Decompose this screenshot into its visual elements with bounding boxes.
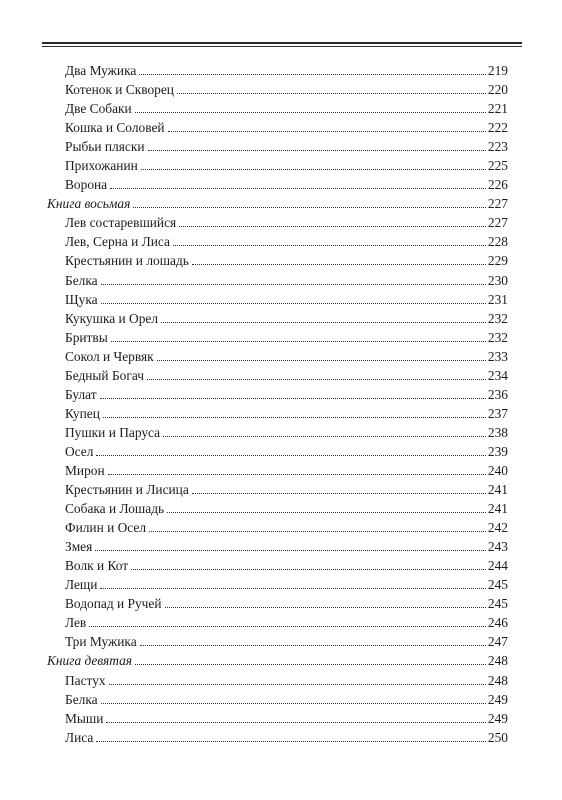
toc-entry-title: Лещи [65, 577, 98, 593]
toc-entry-title: Пушки и Паруса [65, 424, 161, 440]
toc-entry-title: Водопад и Ручей [65, 596, 162, 612]
toc-entry-row [47, 99, 508, 118]
toc-page-number: 232 [487, 329, 508, 345]
dot-leader [168, 130, 486, 132]
dot-leader [161, 321, 486, 323]
dot-leader [179, 225, 486, 227]
toc-entry-row [47, 61, 508, 80]
toc-entry-row [47, 175, 508, 194]
toc-page-number: 228 [487, 234, 508, 250]
toc-page-number: 239 [487, 443, 508, 459]
toc-entry-title: Белка [65, 272, 98, 288]
toc-entry-title: Мирон [65, 462, 105, 478]
toc-page-number: 236 [487, 386, 508, 402]
toc-entry-title: Белка [65, 691, 98, 707]
toc-page-number: 241 [487, 501, 508, 517]
toc-entry-title: Сокол и Червяк [65, 348, 154, 364]
toc-entry-row [47, 709, 508, 728]
dot-leader [135, 663, 486, 665]
dot-leader [141, 168, 486, 170]
toc-page-number: 221 [487, 101, 508, 117]
dot-leader [96, 740, 486, 742]
dot-leader [177, 92, 486, 94]
dot-leader [109, 683, 486, 685]
toc-page-number: 229 [487, 253, 508, 269]
toc-page-number: 232 [487, 310, 508, 326]
toc-entry-row [47, 156, 508, 175]
dot-leader [95, 549, 486, 551]
toc-page-number: 248 [487, 672, 508, 688]
toc-page-number: 220 [487, 82, 508, 98]
dot-leader [165, 606, 486, 608]
dot-leader [140, 644, 486, 646]
toc-page-number: 225 [487, 158, 508, 174]
toc-page-number: 243 [487, 539, 508, 555]
toc-page-number: 226 [487, 177, 508, 193]
dot-leader [148, 149, 486, 151]
toc-entry-row [47, 461, 508, 480]
toc-entry-row [47, 137, 508, 156]
dot-leader [100, 587, 485, 589]
toc-entry-row [47, 309, 508, 328]
toc-page-number: 223 [487, 139, 508, 155]
toc-page-number: 234 [487, 367, 508, 383]
toc-entry-title: Лев [65, 615, 87, 631]
dot-leader [103, 416, 486, 418]
toc-entry-title: Котенок и Скворец [65, 82, 174, 98]
toc-entry-title: Кошка и Соловей [65, 120, 165, 136]
toc-entry-title: Крестьянин и Лисица [65, 482, 189, 498]
toc-entry-row [47, 594, 508, 613]
toc-entry-row [47, 385, 508, 404]
toc-page-number: 231 [487, 291, 508, 307]
toc-page-number: 245 [487, 596, 508, 612]
toc-entry-row [47, 728, 508, 747]
toc-entry-title: Булат [65, 386, 97, 402]
toc-entry-title: Купец [65, 405, 100, 421]
toc-entry-row [47, 480, 508, 499]
dot-leader [101, 283, 486, 285]
toc-entry-row [47, 271, 508, 290]
toc-entry-title: Собака и Лошадь [65, 501, 165, 517]
dot-leader [147, 378, 486, 380]
toc-entry-title: Змея [65, 539, 93, 555]
toc-page-number: 237 [487, 405, 508, 421]
toc-entry-title: Лев состаревшийся [65, 215, 177, 231]
dot-leader [149, 530, 486, 532]
toc-entry-title: Рыбьи пляски [65, 139, 145, 155]
toc-page-number: 249 [487, 691, 508, 707]
toc-entry-title: Лиса [65, 729, 94, 745]
dot-leader [157, 359, 486, 361]
toc-entry-row [47, 118, 508, 137]
dot-leader [101, 302, 486, 304]
toc-page-number: 242 [487, 520, 508, 536]
toc-entry-row [47, 518, 508, 537]
toc-entry-row [47, 442, 508, 461]
toc-entry-row [47, 690, 508, 709]
header-rule-thin [42, 46, 522, 47]
toc-page-number: 230 [487, 272, 508, 288]
toc-page-number: 219 [487, 63, 508, 78]
toc-entry-title: Бритвы [65, 329, 108, 345]
toc-section-title: Книга восьмая [47, 196, 131, 212]
table-of-contents [47, 61, 508, 747]
toc-entry-title: Осел [65, 443, 94, 459]
toc-entry-row [47, 613, 508, 632]
dot-leader [100, 397, 486, 399]
toc-entry-title: Два Мужика [65, 63, 137, 78]
toc-entry-row [47, 537, 508, 556]
dot-leader [135, 111, 486, 113]
toc-entry-row [47, 575, 508, 594]
toc-page-number: 246 [487, 615, 508, 631]
toc-entry-title: Две Собаки [65, 101, 132, 117]
dot-leader [139, 73, 486, 75]
dot-leader [108, 473, 486, 475]
toc-page-number: 247 [487, 634, 508, 650]
toc-entry-row [47, 632, 508, 651]
toc-section-title: Книга девятая [47, 653, 132, 669]
toc-entry-row [47, 404, 508, 423]
toc-entry-title: Бедный Богач [65, 367, 144, 383]
dot-leader [96, 454, 486, 456]
toc-entry-row [47, 671, 508, 690]
toc-entry-title: Ворона [65, 177, 108, 193]
toc-entry-title: Три Мужика [65, 634, 137, 650]
toc-page-number: 248 [487, 653, 508, 669]
toc-section-row [47, 194, 508, 213]
dot-leader [106, 721, 486, 723]
toc-page-number: 245 [487, 577, 508, 593]
dot-leader [163, 435, 486, 437]
toc-entry-row [47, 556, 508, 575]
header-rule-thick [42, 42, 522, 44]
toc-entry-title: Лев, Серна и Лиса [65, 234, 170, 250]
toc-page-number: 227 [487, 196, 508, 212]
toc-section-row [47, 651, 508, 670]
dot-leader [133, 206, 486, 208]
toc-entry-row [47, 366, 508, 385]
toc-entry-title: Волк и Кот [65, 558, 129, 574]
dot-leader [89, 625, 486, 627]
dot-leader [110, 187, 486, 189]
toc-entry-row [47, 290, 508, 309]
toc-entry-row [47, 347, 508, 366]
dot-leader [101, 702, 486, 704]
toc-entry-title: Кукушка и Орел [65, 310, 159, 326]
dot-leader [111, 340, 486, 342]
toc-page-number: 233 [487, 348, 508, 364]
dot-leader [192, 263, 486, 265]
dot-leader [192, 492, 486, 494]
toc-entry-row [47, 213, 508, 232]
toc-entry-title: Прихожанин [65, 158, 138, 174]
toc-entry-row [47, 80, 508, 99]
toc-page-number: 241 [487, 482, 508, 498]
toc-entry-title: Щука [65, 291, 98, 307]
toc-page-number: 244 [487, 558, 508, 574]
toc-entry-title: Филин и Осел [65, 520, 147, 536]
toc-page-number: 227 [487, 215, 508, 231]
toc-page-number: 238 [487, 424, 508, 440]
toc-entry-title: Мыши [65, 710, 104, 726]
toc-entry-title: Крестьянин и лошадь [65, 253, 189, 269]
toc-page-number: 240 [487, 462, 508, 478]
toc-entry-row [47, 328, 508, 347]
toc-entry-title: Пастух [65, 672, 106, 688]
dot-leader [131, 568, 486, 570]
toc-entry-row [47, 251, 508, 270]
toc-entry-row [47, 423, 508, 442]
dot-leader [173, 244, 486, 246]
dot-leader [167, 511, 486, 513]
toc-entry-row [47, 499, 508, 518]
toc-page-number: 250 [487, 729, 508, 745]
toc-page-number: 222 [487, 120, 508, 136]
toc-entry-row [47, 232, 508, 251]
toc-page-number: 249 [487, 710, 508, 726]
